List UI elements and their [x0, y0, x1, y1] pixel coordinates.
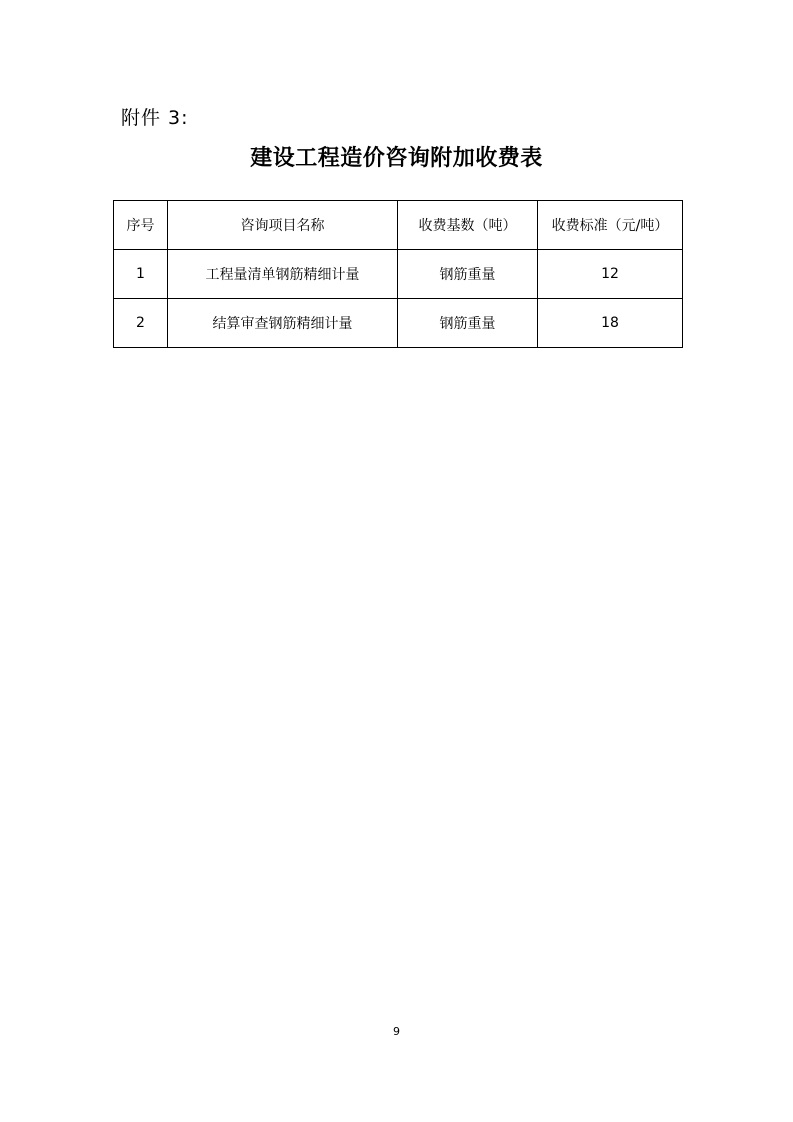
cell-fee-standard: 12 — [538, 250, 683, 299]
cell-item-name: 结算审查钢筋精细计量 — [168, 299, 398, 348]
header-item-name: 咨询项目名称 — [168, 201, 398, 250]
cell-fee-base: 钢筋重量 — [398, 299, 538, 348]
header-serial-number: 序号 — [114, 201, 168, 250]
cell-serial-number: 2 — [114, 299, 168, 348]
header-fee-base: 收费基数（吨） — [398, 201, 538, 250]
document-title: 建设工程造价咨询附加收费表 — [250, 146, 543, 171]
table-row — [114, 250, 683, 299]
header-fee-standard: 收费标准（元/吨） — [538, 201, 683, 250]
cell-fee-base: 钢筋重量 — [398, 250, 538, 299]
cell-serial-number: 1 — [114, 250, 168, 299]
page-number: 9 — [393, 1025, 400, 1038]
table-row — [114, 299, 683, 348]
cell-fee-standard: 18 — [538, 299, 683, 348]
fee-table — [113, 200, 683, 348]
cell-item-name: 工程量清单钢筋精细计量 — [168, 250, 398, 299]
attachment-label: 附件 3: — [121, 107, 189, 129]
table-header-row — [114, 201, 683, 250]
